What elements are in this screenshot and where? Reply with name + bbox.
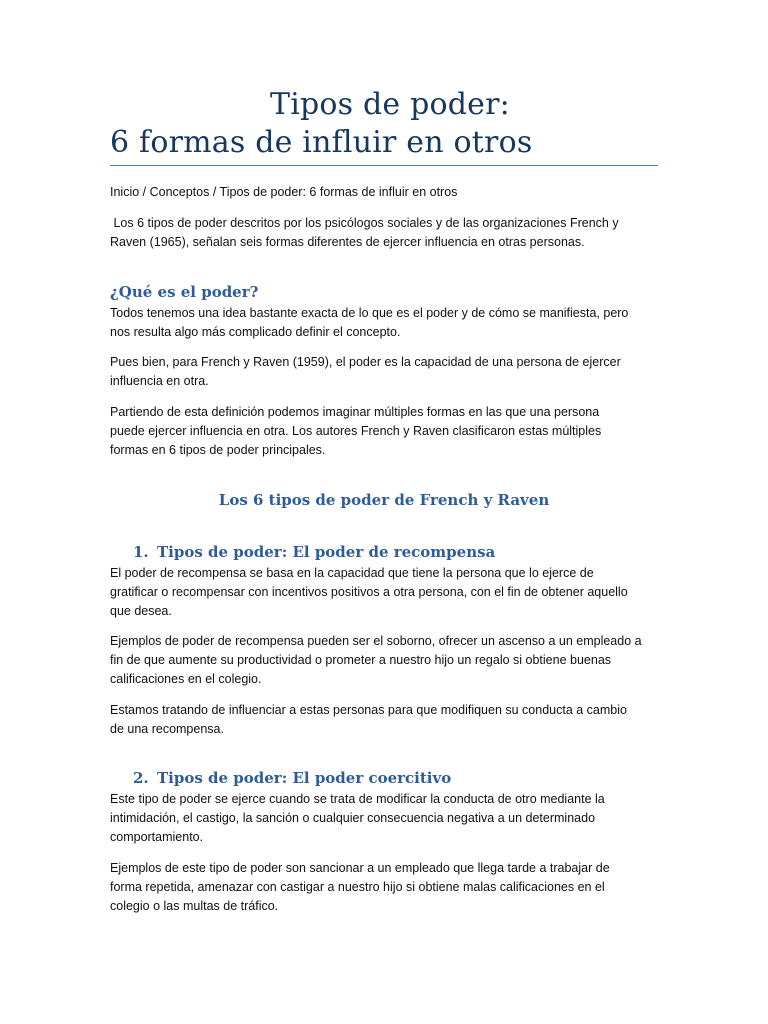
intro-line-2: Raven (1965), señalan seis formas diferentes de ejercer influencia en otras personas. xyxy=(110,235,585,249)
que-es-p2-line-2: influencia en otra. xyxy=(110,374,209,388)
tipo-2-p2-line-1: Ejemplos de este tipo de poder son sancionar a un empleado que llega tarde a trabajar de xyxy=(110,861,610,875)
breadcrumb: Inicio / Conceptos / Tipos de poder: 6 formas de influir en otros xyxy=(110,185,458,199)
heading-tipo-2 xyxy=(133,768,451,788)
heading-tipo-1 xyxy=(133,542,495,562)
tipo-1-number: 1. xyxy=(133,543,149,561)
que-es-p1-line-2: nos resulta algo más complicado definir el concepto. xyxy=(110,325,401,339)
que-es-p2-line-1: Pues bien, para French y Raven (1959), el poder es la capacidad de una persona de ejercer xyxy=(110,355,621,369)
tipo-1-p2-line-2: fin de que aumente su productividad o prometer a nuestro hijo un regalo si obtiene buenas xyxy=(110,653,612,667)
tipo-1-p1-line-3: que desea. xyxy=(110,604,172,618)
tipo-1-p1-line-2: gratificar o recompensar con incentivos positivos a otra persona, con el fin de obtener aquello xyxy=(110,585,628,599)
tipo-1-p2-line-1: Ejemplos de poder de recompensa pueden ser el soborno, ofrecer un ascenso a un empleado a xyxy=(110,634,642,648)
tipo-2-p1-line-2: intimidación, el castigo, la sanción o cualquier consecuencia negativa a un determinado xyxy=(110,811,596,825)
tipo-2-p1-line-3: comportamiento. xyxy=(110,830,204,844)
tipo-1-heading-text: Tipos de poder: El poder de recompensa xyxy=(157,543,496,561)
title-underline xyxy=(110,165,658,166)
tipo-1-p2-line-3: calificaciones en el colegio. xyxy=(110,672,262,686)
title-line-2: 6 formas de influir en otros xyxy=(110,125,533,160)
tipo-2-p2-line-3: colegio o las multas de tráfico. xyxy=(110,899,279,913)
tipo-2-number: 2. xyxy=(133,769,149,787)
que-es-p3-line-2: puede ejercer influencia en otra. Los autores French y Raven clasificaron estas múltiples xyxy=(110,424,602,438)
heading-que-es-el-poder: ¿Qué es el poder? xyxy=(110,283,259,301)
intro-line-1: Los 6 tipos de poder descritos por los psicólogos sociales y de las organizaciones French y xyxy=(110,216,619,230)
tipo-2-p2-line-2: forma repetida, amenazar con castigar a nuestro hijo si obtiene malas calificaciones en el xyxy=(110,880,605,894)
que-es-p3-line-1: Partiendo de esta definición podemos imaginar múltiples formas en las que una persona xyxy=(110,405,600,419)
que-es-p3-line-3: formas en 6 tipos de poder principales. xyxy=(110,443,326,457)
tipo-1-p3-line-2: de una recompensa. xyxy=(110,722,224,736)
tipo-1-p3-line-1: Estamos tratando de influenciar a estas personas para que modifiquen su conducta a cambio xyxy=(110,703,627,717)
tipo-2-p1-line-1: Este tipo de poder se ejerce cuando se trata de modificar la conducta de otro mediante la xyxy=(110,792,605,806)
tipo-2-heading-text: Tipos de poder: El poder coercitivo xyxy=(157,769,452,787)
title-line-1: Tipos de poder: xyxy=(270,87,510,122)
heading-los-6-tipos: Los 6 tipos de poder de French y Raven xyxy=(218,491,550,509)
tipo-1-p1-line-1: El poder de recompensa se basa en la capacidad que tiene la persona que lo ejerce de xyxy=(110,566,594,580)
que-es-p1-line-1: Todos tenemos una idea bastante exacta de lo que es el poder y de cómo se manifiesta, pero xyxy=(110,306,629,320)
